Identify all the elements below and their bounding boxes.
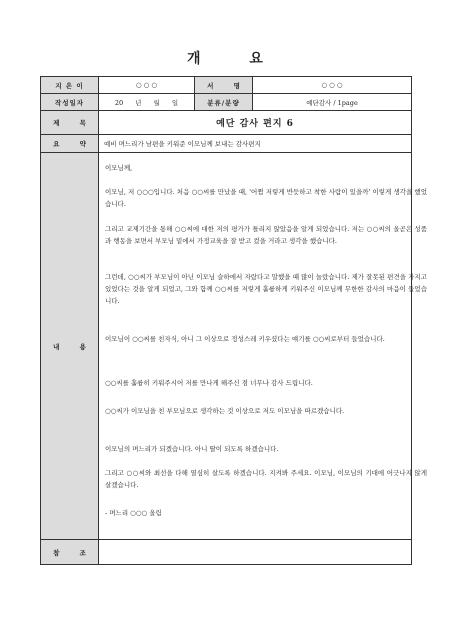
category-value: 예단감사 / 1page [253, 94, 412, 111]
date-row [41, 94, 412, 111]
summary-row [41, 135, 412, 153]
category-label: 분류/분량 [195, 94, 253, 111]
overview-table [40, 76, 427, 565]
letter-body [99, 153, 427, 539]
letter-paragraph: 이모님의 며느리가 되겠습니다. 아니 딸이 되도록 하겠습니다. [105, 445, 279, 453]
reference-value [99, 540, 412, 565]
letter-paragraph: 이모님이 ○○씨를 친자식, 아니 그 이상으로 정성스레 키우셨다는 얘기를 ○○씨로부터 들었습니다. [105, 335, 385, 343]
name-label: 서 명 [195, 77, 253, 94]
letter-salutation: 이모님께, [105, 164, 133, 172]
content-cell [99, 153, 427, 540]
summary-value: 예비 며느리가 남편을 키워준 이모님께 보내는 감사편지 [99, 135, 412, 153]
page-title: 개 요 [187, 51, 285, 67]
content-row [41, 153, 412, 540]
letter-paragraph: 그리고 ○○씨와 최선을 다해 열심히 살도록 하겠습니다. 지켜봐 주세요. 이모님, 이모님의 기대에 어긋나지 않게 살겠습니다. [105, 469, 427, 489]
letter-paragraph: 그런데, ○○씨가 부모님이 아닌 이모님 슬하에서 자랐다고 말했을 때 많이 놀랐습니다. 제가 잘못된 편견을 가지고 있었다는 것을 알게 되었고, 그와 함께 ○○씨를 저렇게 훌륭하게 키워주신 이모님께 무한한 감사의 마음이 들었습니다. [105, 273, 427, 305]
date-label: 작성일자 [41, 94, 99, 111]
author-label: 지 은 이 [41, 77, 99, 94]
letter-paragraph: ○○씨를 훌륭히 키워주시어 저를 만나게 해주신 점 너무나 감사 드립니다. [105, 379, 313, 387]
subject-row [41, 111, 412, 135]
subject-label: 제 목 [41, 111, 99, 135]
name-value: ○ ○ ○ [253, 77, 412, 94]
subject-value: 예단 감사 편지 6 [99, 111, 412, 135]
letter-signature: - 며느리 ○○○ 올림 [105, 509, 162, 517]
summary-label: 요 약 [41, 135, 99, 153]
letter-paragraph: ○○씨가 이모님을 친 부모님으로 생각하는 것 이상으로 저도 이모님을 따르겠습니다. [105, 407, 345, 415]
reference-row [41, 540, 412, 565]
author-value: ○ ○ ○ [99, 77, 195, 94]
date-value: 20 년 월 일 [99, 94, 195, 111]
letter-paragraph: 그리고 교제기간을 통해 ○○씨에 대한 저의 평가가 틀리지 않았음을 알게 되었습니다. 저는 ○○씨의 올곧은 성품과 행동을 보면서 부모님 밑에서 가정교육을 잘 받고 컸을 거라고 생각을 했습니다. [105, 225, 427, 245]
letter-paragraph: 이모님, 저 ○○○입니다. 처음 ○○씨를 만났을 때, '어쩜 저렇게 반듯하고 착한 사람이 있을까' 이렇게 생각을 했었습니다. [105, 188, 427, 208]
author-row [41, 77, 412, 94]
content-label: 내 용 [41, 153, 99, 540]
reference-label: 참 조 [41, 540, 99, 565]
